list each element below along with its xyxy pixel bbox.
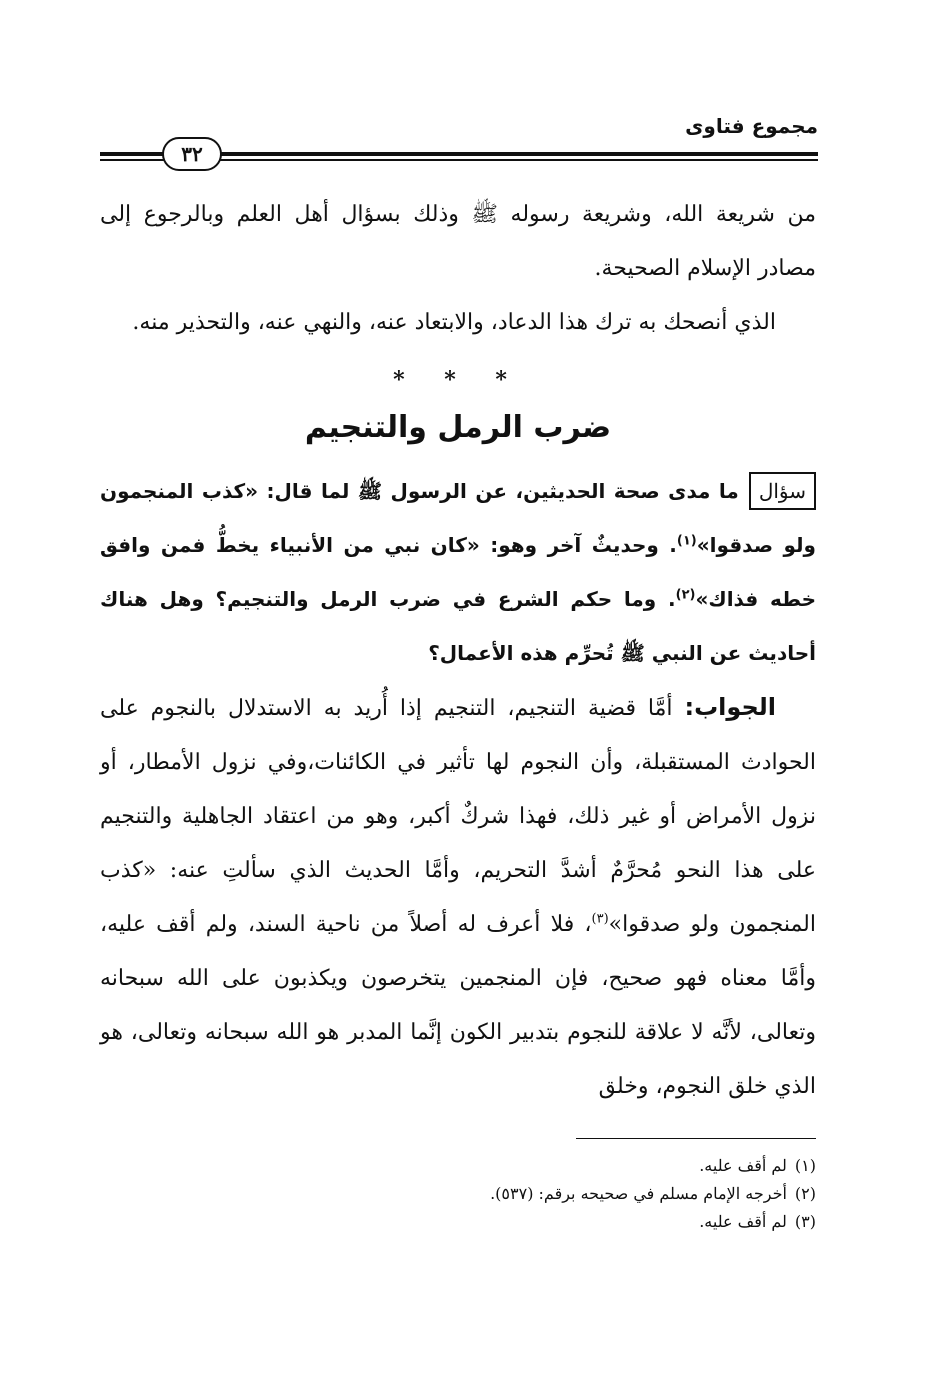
footnote-number: (٢): [794, 1184, 816, 1203]
page-body: [100, 188, 816, 1114]
question-text-part-1: ما مدى صحة الحديثين، عن الرسول ﷺ لما قال: «كذب المنجمون ولو صدقوا»: [100, 479, 816, 557]
footnote-text: لم أقف عليه.: [699, 1212, 787, 1231]
footnote-text: لم أقف عليه.: [699, 1156, 787, 1175]
footnote-ref-2: (٢): [675, 587, 696, 603]
footnote-number: (١): [794, 1156, 816, 1175]
footnotes: [136, 1152, 816, 1236]
question-label: سؤال: [749, 472, 816, 510]
intro-paragraph-2: الذي أنصحك به ترك هذا الدعاد، والابتعاد عنه، والنهي عنه، والتحذير منه.: [132, 310, 776, 335]
footnote-ref-3: (٣): [591, 911, 609, 927]
question-paragraph: [100, 464, 816, 680]
answer-label: الجواب:: [684, 693, 776, 721]
footnote-text: أخرجه الإمام مسلم في صحيحه برقم: (٥٣٧).: [490, 1184, 787, 1203]
page-number: ٣٢: [162, 137, 222, 171]
answer-paragraph: [100, 680, 816, 1114]
footnote-divider: [576, 1138, 816, 1139]
footnote-ref-1: (١): [676, 533, 697, 549]
question-text-part-3: . وما حكم الشرع في ضرب الرمل والتنجيم؟ وهل هناك أحاديث عن النبي ﷺ تُحرِّم هذه الأعمال؟: [100, 587, 816, 665]
book-title: مجموع فتاوى: [685, 114, 818, 138]
section-title: ضرب الرمل والتنجيم: [304, 410, 612, 445]
footnote-3: [136, 1208, 816, 1236]
answer-text-part-2: ، فلا أعرف له أصلاً من ناحية السند، ولم أقف عليه، وأمَّا معناه فهو صحيح، فإن المنجمين يتخرصون ويكذبون على الله سبحانه وتعالى، لأنَّه لا علاقة للنجوم بتدبير الكون إنَّما المدبر هو الله سبحانه وتعالى، هو الذي خلق النجوم، وخلق: [100, 912, 816, 1099]
answer-text-part-1: أمَّا قضية التنجيم، التنجيم إذا أُريد به الاستدلال بالنجوم على الحوادث المستقبلة، وأن النجوم لها تأثير في الكائنات،وفي نزول الأمطار، أو نزول الأمراض أو غير ذلك، فهذا شركٌ أكبر، وهو من اعتقاد الجاهلية والتنجيم على هذا النحو مُحرَّمٌ أشدَّ التحريم، وأمَّا الحديث الذي سألتِ عنه: «كذب المنجمون ولو صدقوا»: [100, 696, 816, 937]
intro-paragraph-1: من شريعة الله، وشريعة رسوله ﷺ وذلك بسؤال أهل العلم وبالرجوع إلى مصادر الإسلام الصحيحة.: [100, 202, 816, 281]
footnote-2: [136, 1180, 816, 1208]
page-header: [100, 112, 818, 172]
question-text-part-2: . وحديثٌ آخر وهو: «كان نبي من الأنبياء يخطُّ فمن وافق خطه فذاك»: [100, 533, 816, 611]
footnote-1: [136, 1152, 816, 1180]
section-separator: * * *: [393, 367, 523, 393]
footnote-number: (٣): [794, 1212, 816, 1231]
